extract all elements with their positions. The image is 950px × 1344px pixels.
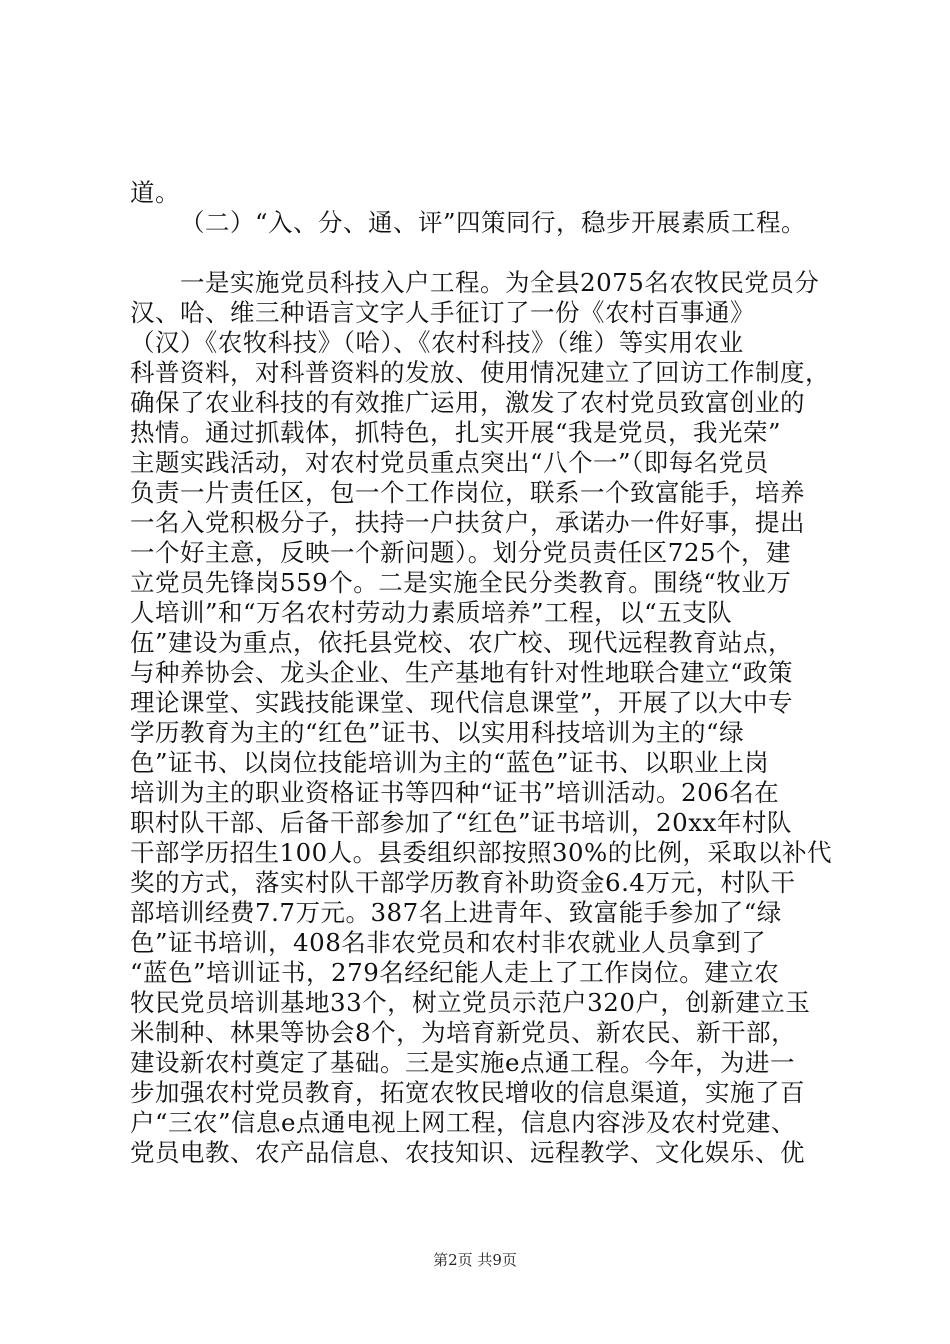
text-line: 建设新农村奠定了基础。三是实施e点通工程。今年，为进一 <box>130 1048 795 1077</box>
text-line: 奖的方式，落实村队干部学历教育补助资金6.4万元，村队干 <box>130 868 796 897</box>
text-line: 热情。通过抓载体，抓特色，扎实开展“我是党员，我光荣” <box>130 418 782 447</box>
text-line: 牧民党员培训基地33个，树立党员示范户320户，创新建立玉 <box>130 988 811 1017</box>
text-line: 学历教育为主的“红色”证书、以实用科技培训为主的“绿 <box>130 718 745 747</box>
text-line: 米制种、林果等协会8个，为培育新党员、新农民、新干部， <box>130 1018 797 1047</box>
text-line: 伍”建设为重点，依托县党校、农广校、现代远程教育站点， <box>130 628 794 657</box>
text-line: 确保了农业科技的有效推广运用，激发了农村党员致富创业的 <box>130 388 805 417</box>
text-line: 与种养协会、龙头企业、生产基地有针对性地联合建立“政策 <box>130 658 794 687</box>
text-line: 主题实践活动，对农村党员重点突出“八个一”（即每名党员 <box>130 448 769 477</box>
text-line: 一是实施党员科技入户工程。为全县2075名农牧民党员分 <box>180 268 820 297</box>
text-line: 科普资料，对科普资料的发放、使用情况建立了回访工作制度， <box>130 358 830 387</box>
text-line: 培训为主的职业资格证书等四种“证书”培训活动。206名在 <box>130 778 780 807</box>
text-line: “蓝色”培训证书，279名经纪能人走上了工作岗位。建立农 <box>130 958 780 987</box>
text-line: 一个好主意，反映一个新问题）。划分党员责任区725个，建 <box>130 538 792 567</box>
section-heading: （二）“入、分、通、评”四策同行，稳步开展素质工程。 <box>180 208 807 237</box>
text-line: 户“三农”信息e点通电视上网工程，信息内容涉及农村党建、 <box>130 1108 797 1137</box>
text-line: 党员电教、农产品信息、农技知识、远程教学、文化娱乐、优 <box>130 1138 805 1167</box>
text-line: 部培训经费7.7万元。387名上进青年、致富能手参加了“绿 <box>130 898 782 927</box>
text-line: 人培训”和“万名农村劳动力素质培养”工程，以“五支队 <box>130 598 733 627</box>
text-line: 道。 <box>130 178 180 207</box>
text-line: 一名入党积极分子，扶持一户扶贫户，承诺办一件好事，提出 <box>130 508 805 537</box>
text-line: 立党员先锋岗559个。二是实施全民分类教育。围绕“牧业万 <box>130 568 792 597</box>
text-line: 职村队干部、后备干部参加了“红色”证书培训，20xx年村队 <box>130 808 792 837</box>
text-line: 干部学历招生100人。县委组织部按照30%的比例，采取以补代 <box>130 838 833 867</box>
text-line: 负责一片责任区，包一个工作岗位，联系一个致富能手，培养 <box>130 478 805 507</box>
text-line: 色”证书、以岗位技能培训为主的“蓝色”证书、以职业上岗 <box>130 748 770 777</box>
text-line: 理论课堂、实践技能课堂、现代信息课堂”，开展了以大中专 <box>130 688 794 717</box>
text-line: 色”证书培训，408名非农党员和农村非农就业人员拿到了 <box>130 928 767 957</box>
text-line: 汉、哈、维三种语言文字人手征订了一份《农村百事通》 <box>130 298 755 327</box>
page-number-footer: 第2页 共9页 <box>433 1251 517 1269</box>
text-line: （汉）《农牧科技》（哈）、《农村科技》（维）等实用农业 <box>130 328 744 357</box>
text-line: 步加强农村党员教育，拓宽农牧民增收的信息渠道，实施了百 <box>130 1078 805 1107</box>
